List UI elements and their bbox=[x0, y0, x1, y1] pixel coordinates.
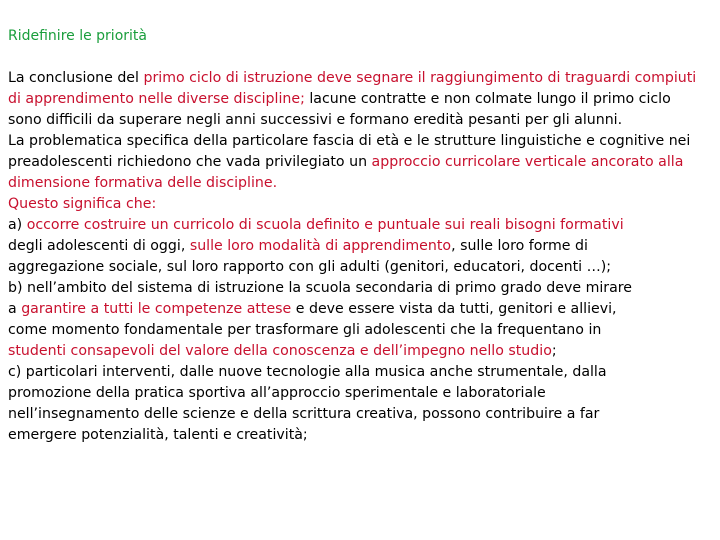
text-segment: c) particolari interventi, dalle nuove tecnologie alla musica anche strumentale, dalla bbox=[8, 364, 607, 380]
text-line bbox=[8, 278, 714, 299]
text-line bbox=[8, 425, 714, 446]
text-segment: b) nell’ambito del sistema di istruzione la scuola secondaria di primo grado deve mirare bbox=[8, 280, 633, 296]
text-line bbox=[8, 236, 714, 257]
text-line bbox=[8, 404, 714, 425]
text-segment: preadolescenti richiedono che vada privilegiato un bbox=[8, 154, 372, 170]
text-segment: La problematica specifica della particolare fascia di età e le strutture linguistiche e cognitive nei bbox=[8, 133, 691, 149]
text-segment: emergere potenzialità, talenti e creatività; bbox=[8, 427, 308, 443]
text-line bbox=[8, 299, 714, 320]
text-line bbox=[8, 68, 714, 89]
text-line bbox=[8, 152, 714, 173]
text-segment: a bbox=[8, 301, 22, 317]
page-title: Ridefinire le priorità bbox=[8, 28, 147, 44]
text-line bbox=[8, 215, 714, 236]
text-line bbox=[8, 362, 714, 383]
text-segment: e deve essere vista da tutti, genitori e allievi, bbox=[291, 301, 617, 317]
text-line bbox=[8, 341, 714, 362]
highlighted-text: sulle loro modalità di apprendimento bbox=[189, 238, 452, 254]
body-text bbox=[8, 68, 714, 446]
text-segment: ; bbox=[551, 343, 557, 359]
text-line bbox=[8, 89, 714, 110]
highlighted-text: occorre costruire un curricolo di scuola definito e puntuale sui reali bisogni formativi bbox=[26, 217, 624, 233]
text-segment: lacune contratte e non colmate lungo il primo ciclo bbox=[304, 91, 671, 107]
text-line bbox=[8, 173, 714, 194]
text-segment: a) bbox=[8, 217, 27, 233]
text-line bbox=[8, 383, 714, 404]
text-segment: sono difficili da superare negli anni successivi e formano eredità pesanti per gli alunni. bbox=[8, 112, 623, 128]
highlighted-text: Questo significa che: bbox=[8, 196, 157, 212]
text-line bbox=[8, 194, 714, 215]
text-segment: La conclusione del bbox=[8, 70, 144, 86]
text-segment: come momento fondamentale per trasformare gli adolescenti che la frequentano in bbox=[8, 322, 602, 338]
text-line bbox=[8, 320, 714, 341]
text-line bbox=[8, 110, 714, 131]
text-line bbox=[8, 131, 714, 152]
text-segment: , sulle loro forme di bbox=[451, 238, 588, 254]
highlighted-text: garantire a tutti le competenze attese bbox=[21, 301, 292, 317]
highlighted-text: studenti consapevoli del valore della conoscenza e dell’impegno nello studio bbox=[8, 343, 552, 359]
highlighted-text: primo ciclo di istruzione deve segnare il raggiungimento di traguardi compiuti bbox=[143, 70, 697, 86]
text-segment: degli adolescenti di oggi, bbox=[8, 238, 190, 254]
text-segment: nell’insegnamento delle scienze e della scrittura creativa, possono contribuire a far bbox=[8, 406, 600, 422]
text-line bbox=[8, 257, 714, 278]
text-segment: promozione della pratica sportiva all’approccio sperimentale e laboratoriale bbox=[8, 385, 546, 401]
highlighted-text: dimensione formativa delle discipline. bbox=[8, 175, 278, 191]
highlighted-text: di apprendimento nelle diverse discipline; bbox=[8, 91, 305, 107]
highlighted-text: approccio curricolare verticale ancorato alla bbox=[371, 154, 684, 170]
text-segment: aggregazione sociale, sul loro rapporto con gli adulti (genitori, educatori, docenti …); bbox=[8, 259, 612, 275]
